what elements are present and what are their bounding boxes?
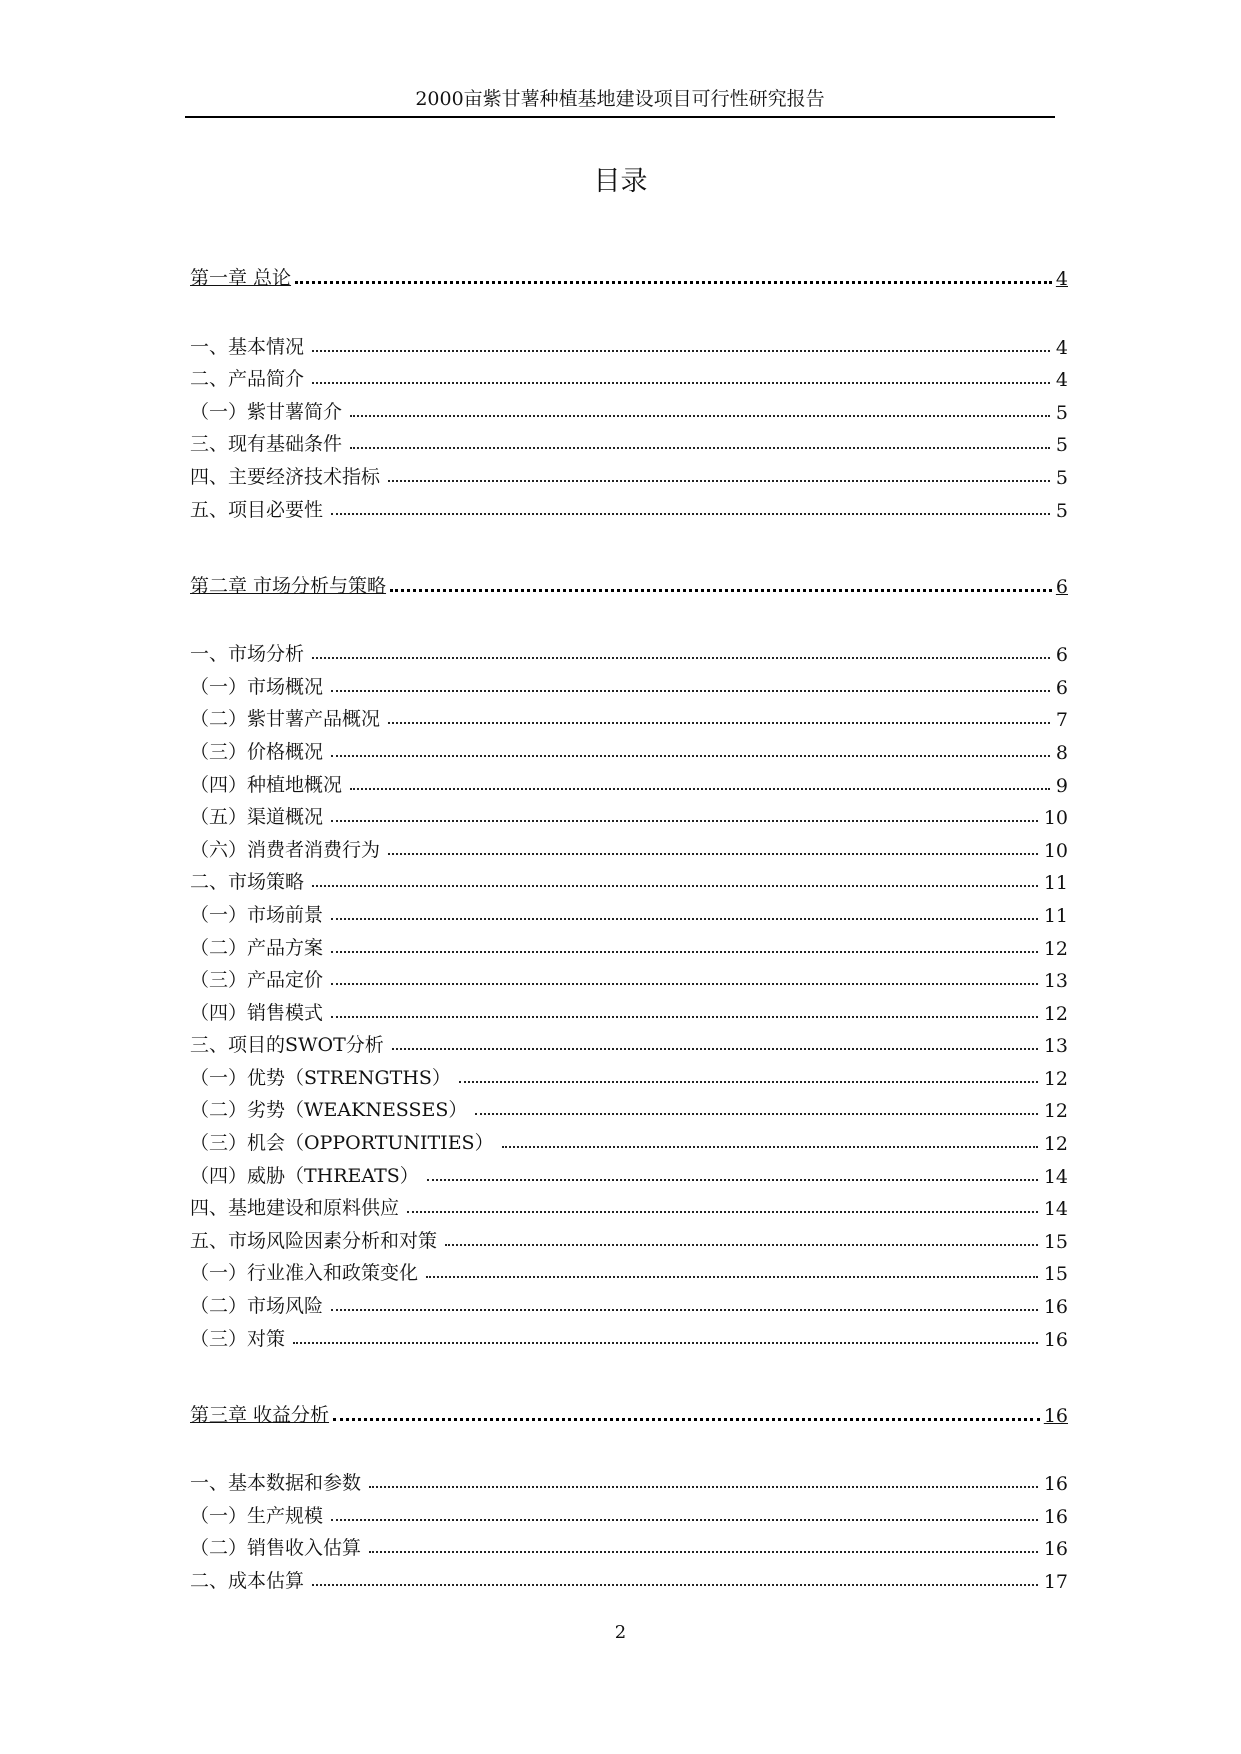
toc-entry-list: [190, 634, 1068, 1351]
entry-label: （五）渠道概况: [190, 806, 324, 829]
entry-label: （四）威胁（THREATS）: [190, 1164, 419, 1187]
entry-label: 二、产品简介: [190, 368, 305, 391]
entry-label: （三）价格概况: [190, 740, 324, 763]
entry-page: 5: [1055, 401, 1068, 424]
toc-entry[interactable]: [190, 1463, 1068, 1496]
entry-page: 12: [1043, 1002, 1068, 1025]
dot-leader: [388, 853, 1038, 855]
toc-entry[interactable]: [190, 326, 1068, 359]
dot-leader: [350, 415, 1050, 417]
entry-label: 二、成本估算: [190, 1570, 305, 1592]
entry-page: 10: [1043, 839, 1068, 862]
toc-entry[interactable]: [190, 1090, 1068, 1123]
entry-page: 10: [1043, 807, 1068, 830]
toc-entry[interactable]: [190, 359, 1068, 392]
entry-page: 13: [1043, 1035, 1068, 1058]
entry-page: 5: [1055, 499, 1068, 522]
dot-leader: [331, 918, 1038, 920]
dot-leader: [390, 589, 1052, 592]
entry-label: （一）优势（STRENGTHS）: [190, 1066, 451, 1089]
entry-label: （二）产品方案: [190, 936, 324, 959]
entry-page: 9: [1055, 774, 1068, 797]
entry-page: 14: [1043, 1198, 1068, 1221]
entry-page: 5: [1055, 434, 1068, 457]
toc-entry[interactable]: [190, 1122, 1068, 1155]
dot-leader: [331, 1309, 1038, 1311]
toc-entry[interactable]: [190, 666, 1068, 699]
dot-leader: [388, 722, 1050, 724]
entry-label: （二）市场风险: [190, 1295, 324, 1318]
entry-page: 13: [1043, 970, 1068, 993]
toc-entry[interactable]: [190, 1285, 1068, 1318]
toc-entry[interactable]: [190, 1528, 1068, 1561]
toc-entry[interactable]: [190, 424, 1068, 457]
toc-entry-list: [190, 326, 1068, 522]
entry-page: 11: [1043, 872, 1068, 895]
toc-entry[interactable]: [190, 1560, 1068, 1593]
entry-page: 16: [1043, 1505, 1068, 1528]
dot-leader: [331, 690, 1050, 692]
entry-page: 4: [1055, 369, 1068, 392]
toc-entry[interactable]: [190, 489, 1068, 522]
dot-leader: [350, 447, 1050, 449]
toc-entry[interactable]: [190, 1495, 1068, 1528]
header-rule: [185, 116, 1055, 118]
toc-entry[interactable]: [190, 634, 1068, 667]
entry-label: 三、现有基础条件: [190, 433, 343, 456]
dot-leader: [331, 1016, 1038, 1018]
dot-leader: [369, 1551, 1038, 1553]
entry-page: 7: [1055, 709, 1068, 732]
toc-entry[interactable]: [190, 829, 1068, 862]
entry-page: 16: [1043, 1328, 1068, 1351]
entry-page: 15: [1043, 1263, 1068, 1286]
entry-page: 11: [1043, 904, 1068, 927]
entry-label: （三）对策: [190, 1327, 286, 1350]
toc-entry[interactable]: [190, 1220, 1068, 1253]
dot-leader: [502, 1146, 1038, 1148]
entry-label: （一）生产规模: [190, 1504, 324, 1527]
entry-page: 6: [1055, 676, 1068, 699]
dot-leader: [331, 983, 1038, 985]
entry-label: （四）销售模式: [190, 1001, 324, 1024]
toc-entry[interactable]: [190, 1188, 1068, 1221]
entry-label: （一）市场前景: [190, 903, 324, 926]
entry-label: 一、基本数据和参数: [190, 1472, 362, 1495]
entry-page: 16: [1043, 1296, 1068, 1319]
dot-leader: [350, 788, 1050, 790]
toc-entry[interactable]: [190, 1155, 1068, 1188]
section-gap: [190, 1351, 1068, 1391]
entry-label: 四、主要经济技术指标: [190, 465, 381, 488]
dot-leader: [312, 657, 1050, 659]
entry-page: 12: [1043, 1133, 1068, 1156]
dot-leader: [295, 281, 1052, 284]
dot-leader: [445, 1244, 1038, 1246]
toc-entry[interactable]: [190, 456, 1068, 489]
entry-label: 三、项目的SWOT分析: [190, 1034, 384, 1057]
entry-label: （二）劣势（WEAKNESSES）: [190, 1099, 468, 1122]
toc-entry[interactable]: [190, 960, 1068, 993]
entry-page: 12: [1043, 1067, 1068, 1090]
toc-chapter[interactable]: [190, 568, 1068, 598]
entry-label: （二）紫甘薯产品概况: [190, 708, 381, 731]
entry-label: （一）市场概况: [190, 675, 324, 698]
toc-entry-list: [190, 1463, 1068, 1593]
entry-page: 16: [1043, 1538, 1068, 1561]
entry-page: 12: [1043, 937, 1068, 960]
dot-leader: [475, 1113, 1037, 1115]
toc-entry[interactable]: [190, 764, 1068, 797]
entry-label: 一、市场分析: [190, 643, 305, 666]
entry-label: 五、市场风险因素分析和对策: [190, 1229, 438, 1252]
page-number: 2: [614, 1622, 627, 1643]
toc-entry[interactable]: [190, 927, 1068, 960]
entry-page: 15: [1043, 1230, 1068, 1253]
toc-chapter[interactable]: [190, 260, 1068, 290]
chapter-page: 16: [1043, 1404, 1068, 1427]
entry-page: 6: [1055, 644, 1068, 667]
dot-leader: [426, 1276, 1038, 1278]
toc-entry[interactable]: [190, 731, 1068, 764]
entry-page: 5: [1055, 466, 1068, 489]
toc-entry[interactable]: [190, 797, 1068, 830]
dot-leader: [293, 1342, 1038, 1344]
toc-entry[interactable]: [190, 862, 1068, 895]
toc-entry[interactable]: [190, 894, 1068, 927]
dot-leader: [331, 1519, 1038, 1521]
entry-label: （四）种植地概况: [190, 773, 343, 796]
entry-label: 四、基地建设和原料供应: [190, 1197, 400, 1220]
chapter-page: 6: [1055, 575, 1068, 598]
entry-label: （三）机会（OPPORTUNITIES）: [190, 1132, 494, 1155]
dot-leader: [331, 755, 1050, 757]
entry-label: （二）销售收入估算: [190, 1537, 362, 1560]
chapter-page: 4: [1055, 268, 1068, 290]
dot-leader: [312, 885, 1038, 887]
entry-label: 五、项目必要性: [190, 498, 324, 521]
toc-entry[interactable]: [190, 699, 1068, 732]
table-of-contents: [190, 254, 1068, 1593]
entry-page: 14: [1043, 1165, 1068, 1188]
chapter-label: 第一章 总论: [190, 267, 292, 289]
dot-leader: [369, 1486, 1038, 1488]
entry-label: 二、市场策略: [190, 871, 305, 894]
page-title: 目录: [593, 166, 648, 197]
dot-leader: [331, 513, 1050, 515]
toc-entry[interactable]: [190, 1318, 1068, 1351]
entry-label: （六）消费者消费行为: [190, 838, 381, 861]
dot-leader: [312, 382, 1050, 384]
toc-entry[interactable]: [190, 992, 1068, 1025]
dot-leader: [312, 350, 1050, 352]
entry-page: 12: [1043, 1100, 1068, 1123]
dot-leader: [392, 1048, 1038, 1050]
section-gap: [190, 522, 1068, 562]
dot-leader: [427, 1179, 1038, 1181]
toc-entry[interactable]: [190, 1025, 1068, 1058]
dot-leader: [331, 951, 1038, 953]
entry-page: 17: [1043, 1571, 1068, 1593]
entry-label: 一、基本情况: [190, 335, 305, 358]
dot-leader: [331, 820, 1038, 822]
toc-chapter[interactable]: [190, 1397, 1068, 1427]
chapter-label: 第三章 收益分析: [190, 1403, 330, 1426]
dot-leader: [388, 480, 1050, 482]
entry-page: 8: [1055, 741, 1068, 764]
entry-page: 16: [1043, 1473, 1068, 1496]
chapter-label: 第二章 市场分析与策略: [190, 574, 387, 597]
entry-label: （三）产品定价: [190, 969, 324, 992]
entry-label: （一）行业准入和政策变化: [190, 1262, 419, 1285]
toc-entry[interactable]: [190, 1057, 1068, 1090]
entry-label: （一）紫甘薯简介: [190, 400, 343, 423]
dot-leader: [459, 1081, 1038, 1083]
toc-entry[interactable]: [190, 1253, 1068, 1286]
dot-leader: [333, 1418, 1040, 1421]
toc-entry[interactable]: [190, 391, 1068, 424]
dot-leader: [312, 1584, 1038, 1586]
running-header: 2000亩紫甘薯种植基地建设项目可行性研究报告: [415, 88, 825, 110]
dot-leader: [407, 1211, 1038, 1213]
entry-page: 4: [1055, 336, 1068, 359]
